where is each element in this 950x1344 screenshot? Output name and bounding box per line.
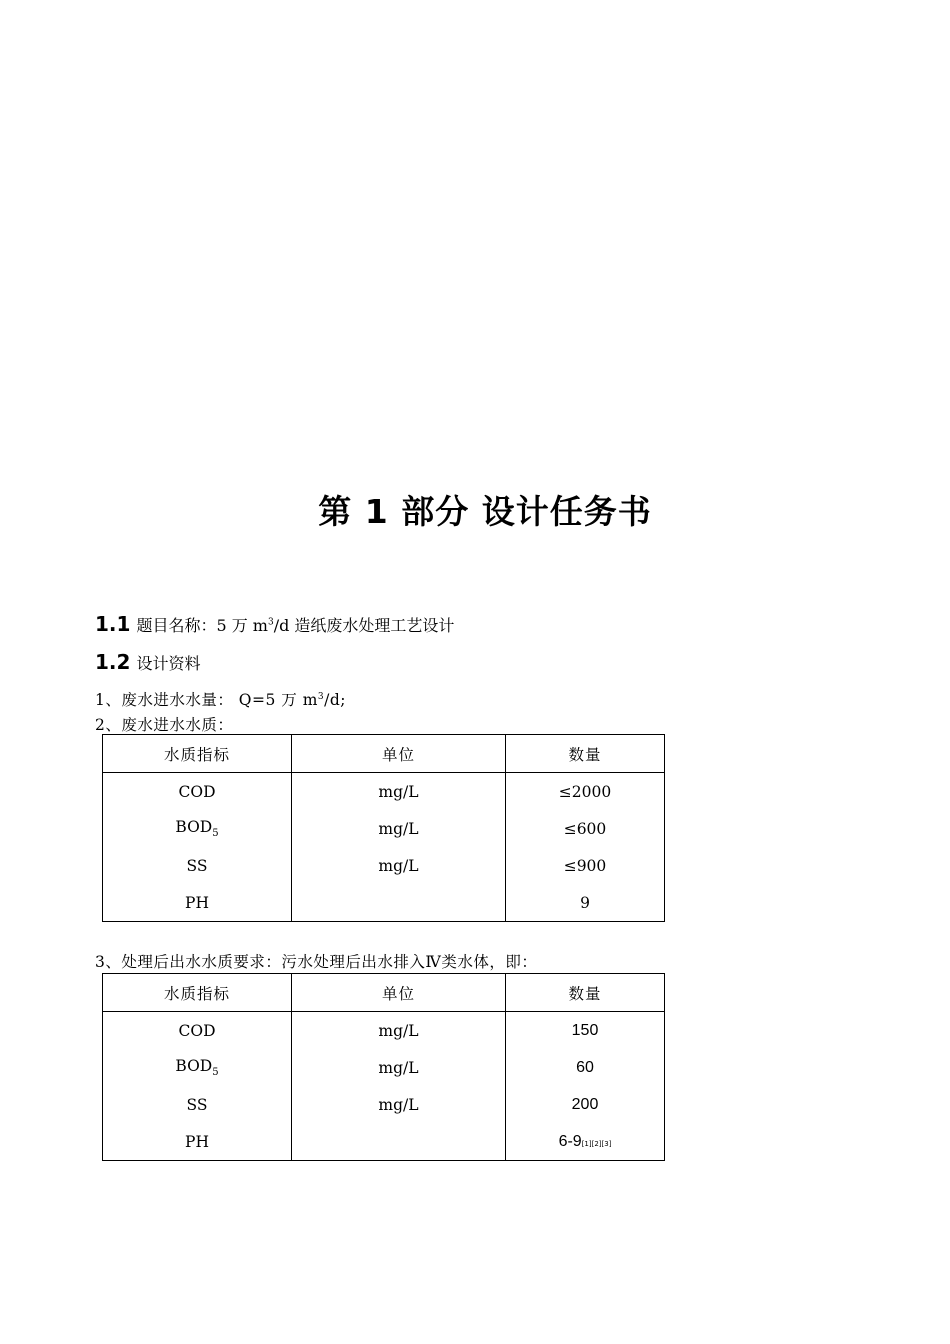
value-cell: 9: [506, 884, 665, 922]
inflow-quality-line: 2、废水进水水质：: [95, 716, 234, 734]
table-row: [103, 773, 665, 811]
table-row: [103, 847, 665, 884]
unit-cell: mg/L: [292, 847, 506, 884]
section-number: 1.2: [95, 650, 131, 674]
inflow-quality-table: [102, 734, 665, 922]
section-1-2-heading: [95, 650, 200, 674]
reference-marker[interactable]: [1][2][3]: [581, 1139, 612, 1148]
page-title: 第 1 部分 设计任务书: [318, 492, 652, 531]
indicator-cell: [103, 810, 292, 847]
table-row: [103, 1123, 665, 1161]
inflow-volume-line: [95, 688, 346, 710]
unit-cell: mg/L: [292, 773, 506, 811]
value-text: 6-9: [558, 1132, 582, 1150]
line-text-b: /d;: [324, 691, 347, 709]
indicator-name: SS: [186, 856, 208, 875]
indicator-name: PH: [185, 1132, 209, 1151]
subscript: 5: [212, 1067, 219, 1079]
superscript: 3: [317, 691, 325, 702]
value-cell: 150: [506, 1012, 665, 1050]
header-indicator: 水质指标: [103, 735, 292, 773]
superscript: 3: [267, 617, 274, 628]
indicator-cell: [103, 884, 292, 922]
header-unit: 单位: [292, 974, 506, 1012]
effluent-requirement-line: 3、处理后出水水质要求：污水处理后出水排入Ⅳ类水体，即：: [95, 953, 538, 971]
indicator-cell: [103, 1086, 292, 1123]
table-header-row: [103, 974, 665, 1012]
indicator-cell: [103, 773, 292, 811]
value-cell: [506, 1123, 665, 1161]
section-text-a: 题目名称：5 万 m: [136, 616, 268, 635]
value-cell: ≤600: [506, 810, 665, 847]
indicator-name: BOD: [175, 1056, 213, 1075]
section-number: 1.1: [95, 612, 131, 636]
indicator-name: PH: [185, 893, 209, 912]
indicator-name: COD: [178, 782, 216, 801]
header-unit: 单位: [292, 735, 506, 773]
value-cell: ≤2000: [506, 773, 665, 811]
indicator-cell: [103, 1012, 292, 1050]
subscript: 5: [212, 828, 219, 840]
unit-cell: mg/L: [292, 1012, 506, 1050]
unit-cell: [292, 1123, 506, 1161]
section-text-b: /d 造纸废水处理工艺设计: [273, 616, 455, 635]
unit-cell: mg/L: [292, 1086, 506, 1123]
indicator-name: SS: [186, 1095, 208, 1114]
table-header-row: [103, 735, 665, 773]
unit-cell: mg/L: [292, 1049, 506, 1086]
table-row: [103, 884, 665, 922]
table-row: [103, 1086, 665, 1123]
unit-cell: mg/L: [292, 810, 506, 847]
section-1-1-heading: [95, 612, 454, 636]
indicator-cell: [103, 1123, 292, 1161]
indicator-cell: [103, 847, 292, 884]
value-cell: ≤900: [506, 847, 665, 884]
unit-cell: [292, 884, 506, 922]
table-row: [103, 1012, 665, 1050]
value-cell: 60: [506, 1049, 665, 1086]
value-cell: 200: [506, 1086, 665, 1123]
header-quantity: 数量: [506, 974, 665, 1012]
line-text-a: 1、废水进水水量： Q=5 万 m: [95, 691, 318, 709]
table-row: [103, 810, 665, 847]
indicator-name: BOD: [175, 817, 213, 836]
table-row: [103, 1049, 665, 1086]
section-text: 设计资料: [136, 654, 201, 673]
header-quantity: 数量: [506, 735, 665, 773]
indicator-cell: [103, 1049, 292, 1086]
indicator-name: COD: [178, 1021, 216, 1040]
header-indicator: 水质指标: [103, 974, 292, 1012]
effluent-quality-table: [102, 973, 665, 1161]
